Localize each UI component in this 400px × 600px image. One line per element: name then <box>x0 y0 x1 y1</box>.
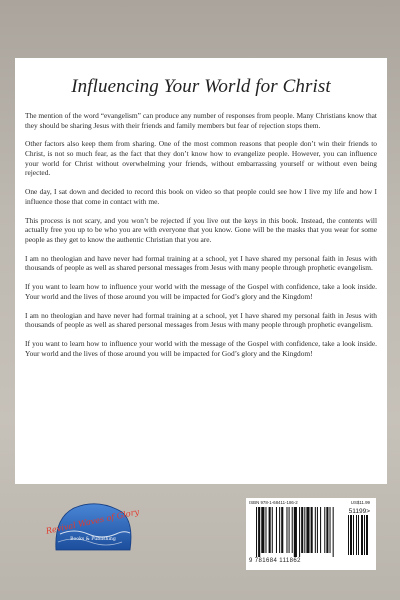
barcode-bar <box>333 507 334 557</box>
barcode-bar <box>258 507 260 557</box>
barcode-bar <box>311 507 313 553</box>
barcode-block <box>246 498 376 570</box>
publisher-subtitle: Books & Publishing <box>70 537 116 542</box>
barcode-addon-bar <box>364 515 365 555</box>
barcode-addon-bar <box>361 515 363 555</box>
barcode-bar <box>289 507 290 553</box>
barcode-bars <box>254 507 372 557</box>
barcode-addon-bar <box>366 515 368 555</box>
price-label: US$11.99 <box>350 500 370 505</box>
text-panel <box>15 58 387 484</box>
barcode-bar <box>279 507 280 553</box>
barcode-bar <box>306 507 309 553</box>
barcode-bar <box>256 507 257 557</box>
barcode-bar <box>320 507 321 553</box>
barcode-bar <box>292 507 293 553</box>
barcode-bar <box>265 507 266 553</box>
barcode-bar <box>261 507 264 553</box>
barcode-addon-bar <box>353 515 354 555</box>
barcode-bar <box>330 507 331 553</box>
barcode-addon-bar <box>350 515 352 555</box>
blurb-paragraph: If you want to learn how to influence your world with the message of the Gospel with confidence, take a look inside. Your world and the lives of those around you will be impacted for God’s glory and the Kingdom! <box>25 282 377 301</box>
blurb-paragraph: This process is not scary, and you won’t be rejected if you live out the keys in this book. Instead, the contents will actually free you up to be who you are with everyone that you know. Gone will be the masks that you wear for some people as they get to know the authentic Christian that you are. <box>25 215 377 244</box>
publisher-name: Revival Waves of Glory <box>44 506 140 536</box>
ean-number: 9 781684 111862 <box>249 558 301 564</box>
blurb-paragraph: The mention of the word “evangelism” can produce any number of responses from people. Many Christians know that they should be sharing Jesus with their friends and family members but fear of rejection stops them. <box>25 111 377 130</box>
barcode-bar <box>294 507 297 557</box>
barcode-addon-bar <box>348 515 349 555</box>
barcode-bar <box>281 507 283 553</box>
blurb-paragraph: One day, I sat down and decided to record this book on video so that people could see how I live my life and how I influence those that come in contact with me. <box>25 187 377 206</box>
blurb-paragraph: I am no theologian and have never had formal training at a school, yet I have shared my personal faith in Jesus with thousands of people as well as shared personal messages from Jesus with many people through prophetic evangelism. <box>25 253 377 273</box>
book-title: Influencing Your World for Christ <box>71 76 331 97</box>
blurb-paragraph: I am no theologian and have never had formal training at a school, yet I have shared my personal faith in Jesus with thousands of people as well as shared personal messages from Jesus with many people through prophetic evangelism. <box>25 310 377 330</box>
blurb-paragraph: Other factors also keep them from sharing. One of the most common reasons that people don’t win their friends to Christ, is not so much fear, as the fact that they don’t know how to evangelize people. However, you can influence your world for Christ without overwhelming your friends, without embarrassing yourself or without even being rejected. <box>25 139 377 178</box>
barcode-bar <box>269 507 271 553</box>
barcode-bar <box>317 507 318 553</box>
barcode-addon-bar <box>358 515 359 555</box>
barcode-bar <box>286 507 287 553</box>
barcode-bar <box>299 507 300 557</box>
price-code: 51199> <box>348 508 370 515</box>
blurb-paragraph: If you want to learn how to influence your world with the message of the Gospel with confidence, take a look inside. Your world and the lives of those around you will be impacted for God’s glory and the Kingdom! <box>25 339 377 358</box>
barcode-bar <box>315 507 316 553</box>
blurb <box>25 111 377 368</box>
publisher-logo <box>44 500 140 558</box>
barcode-bar <box>276 507 277 553</box>
barcode-bar <box>272 507 273 553</box>
barcode-addon-bar <box>356 515 357 555</box>
isbn-label: ISBN 978-1-68411-186-2 <box>249 500 298 505</box>
barcode-bar <box>326 507 328 553</box>
barcode-bar <box>301 507 303 553</box>
barcode-bar <box>324 507 325 553</box>
barcode-bar <box>304 507 305 553</box>
